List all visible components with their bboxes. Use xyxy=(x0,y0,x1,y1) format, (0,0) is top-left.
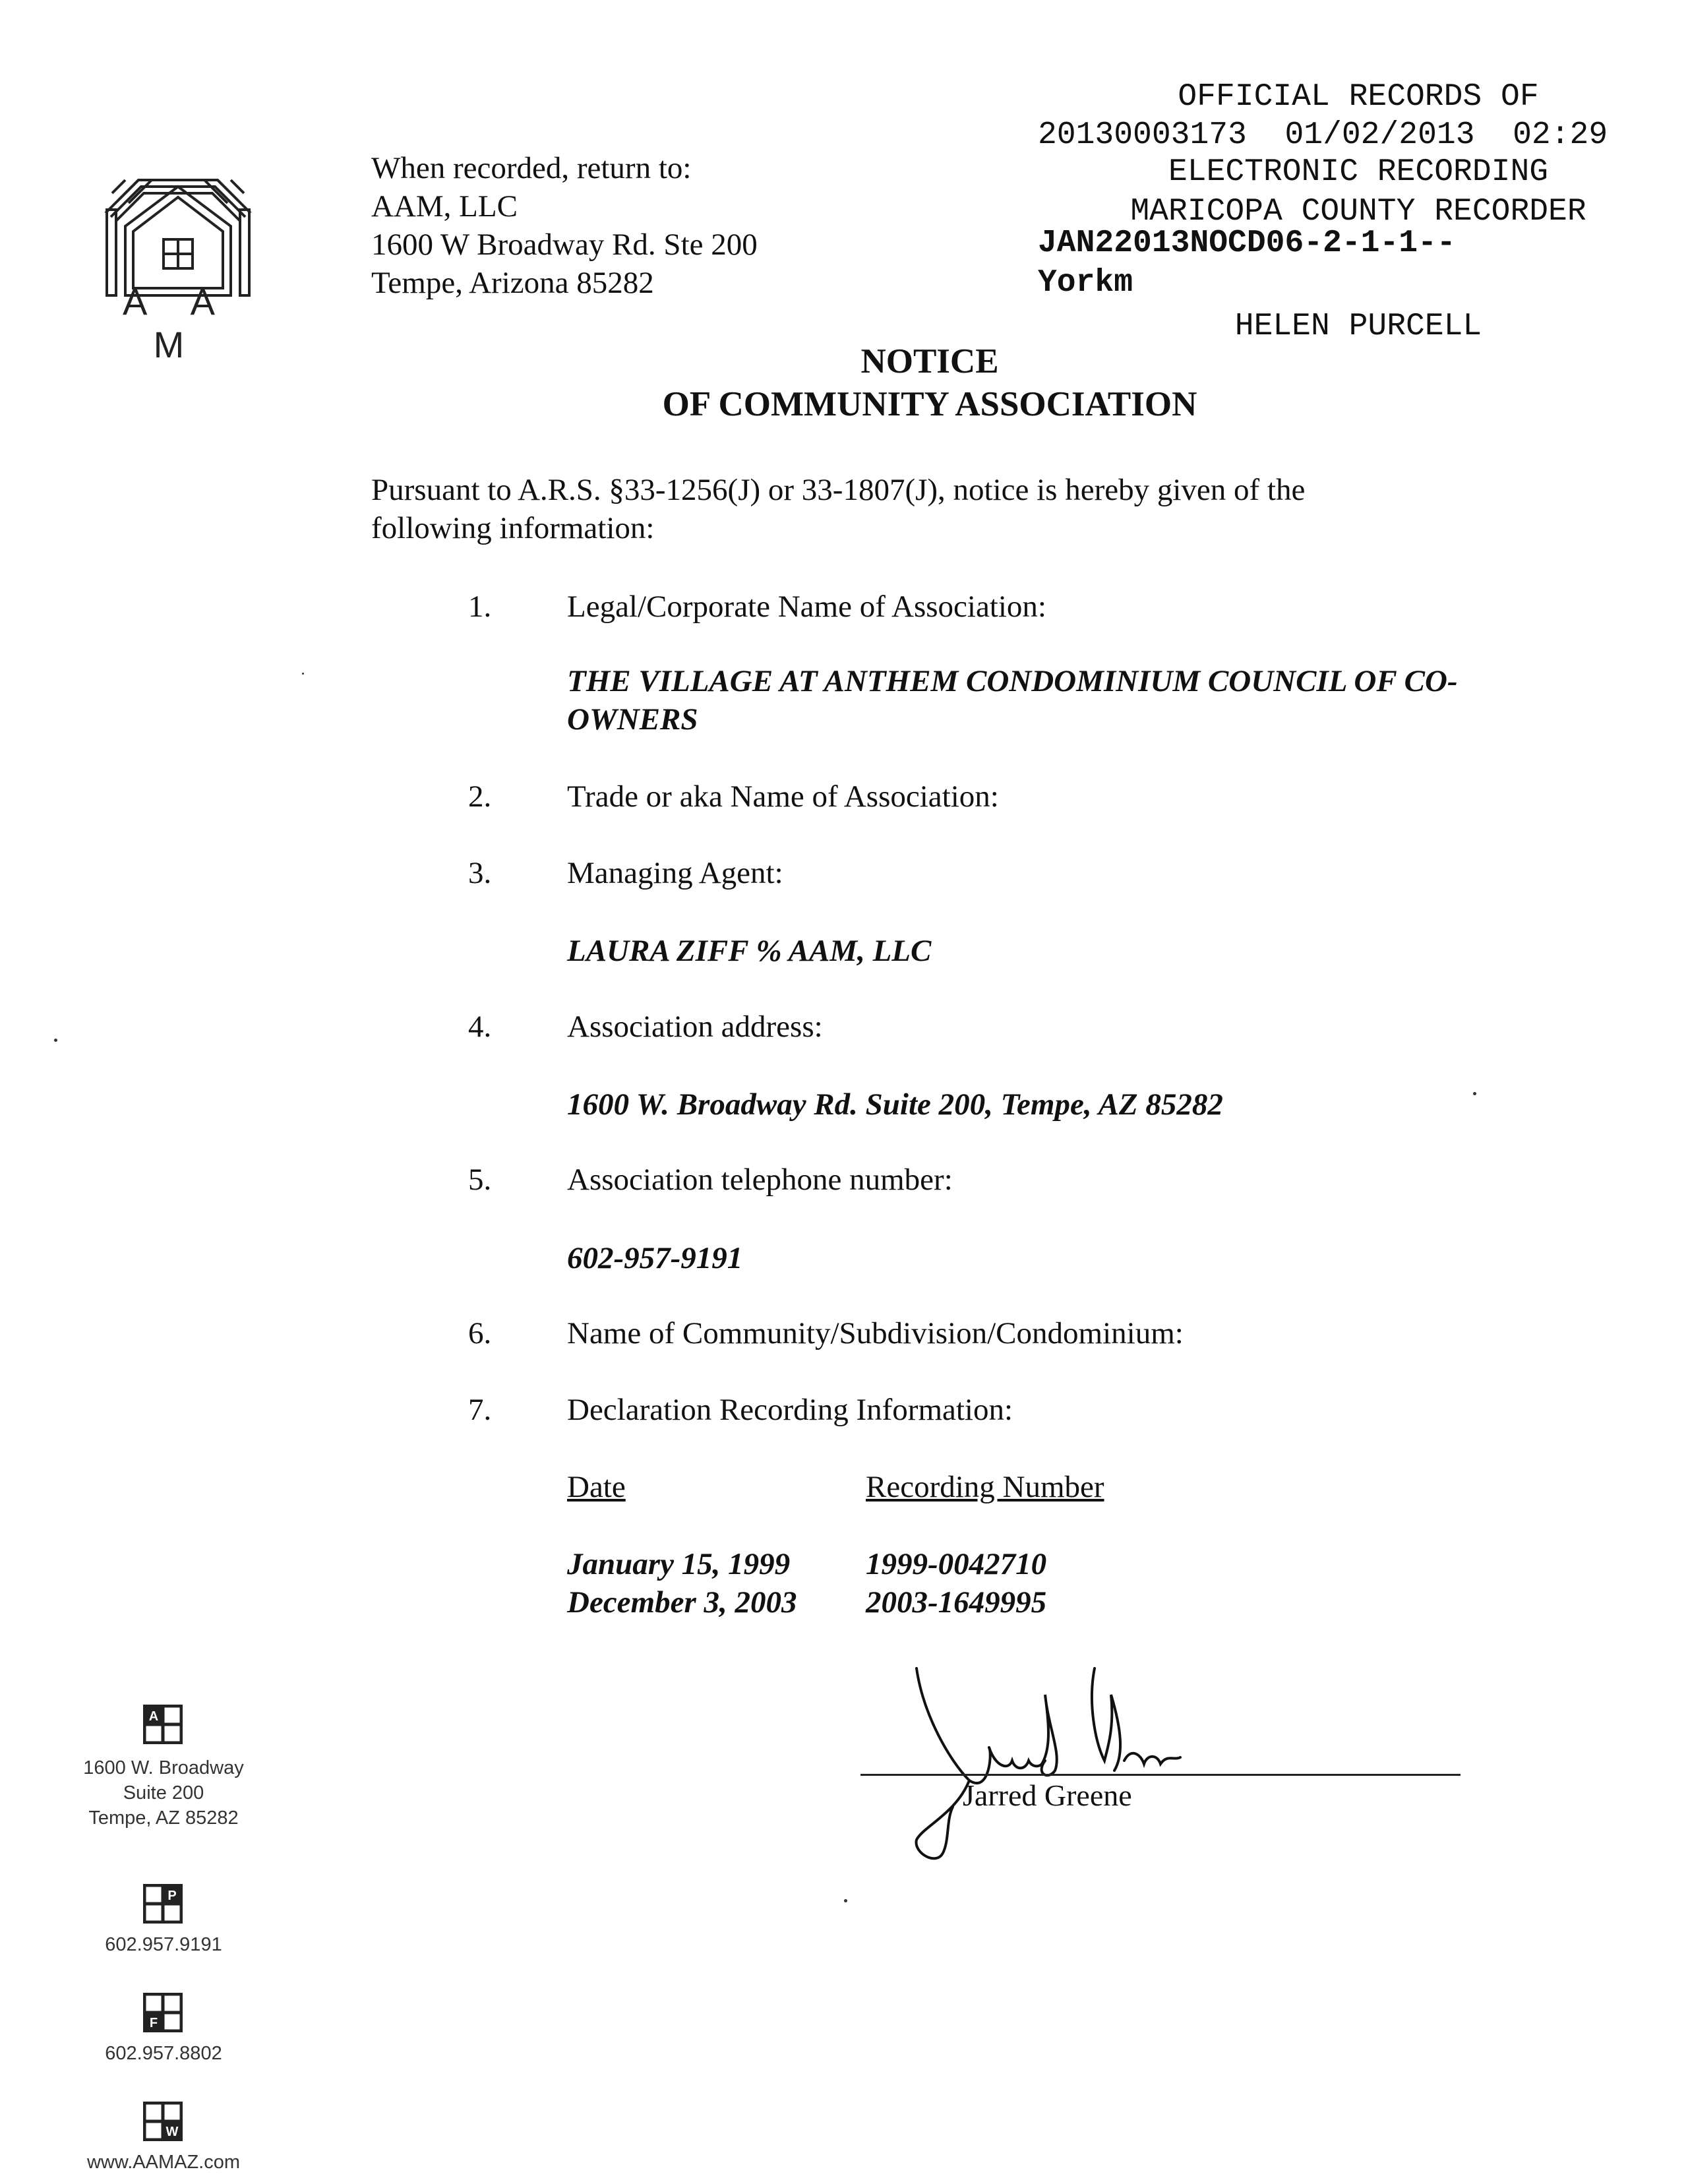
recording-col-number: Recording Number xyxy=(866,1470,1104,1504)
item-1-label: Legal/Corporate Name of Association: xyxy=(567,590,1046,624)
recording-row-2-date: December 3, 2003 xyxy=(567,1585,797,1620)
item-2-label: Trade or aka Name of Association: xyxy=(567,779,999,814)
svg-text:P: P xyxy=(167,1889,177,1903)
stamp-user: Yorkm xyxy=(1038,265,1133,301)
scan-speck xyxy=(54,1039,57,1042)
sidebar-fax: 602.957.8802 xyxy=(105,2043,222,2064)
document-title-line-2: OF COMMUNITY ASSOCIATION xyxy=(662,385,1197,423)
item-4-answer: 1600 W. Broadway Rd. Suite 200, Tempe, AZ 85282 xyxy=(567,1087,1223,1122)
item-2-number: 2. xyxy=(468,779,492,814)
recorder-stamp xyxy=(1029,1,1688,384)
item-5-answer: 602-957-9191 xyxy=(567,1241,743,1275)
sidebar-address-line-3: Tempe, AZ 85282 xyxy=(88,1807,239,1829)
item-7-label: Declaration Recording Information: xyxy=(567,1393,1013,1427)
aam-logo-text: A A M xyxy=(122,281,234,365)
return-to-address xyxy=(371,149,758,302)
return-to-city: Tempe, Arizona 85282 xyxy=(371,266,654,300)
svg-text:F: F xyxy=(149,2016,158,2030)
signature-scribble xyxy=(877,1655,1246,1873)
fax-icon xyxy=(143,1993,183,2032)
recording-col-date: Date xyxy=(567,1470,626,1504)
item-3-number: 3. xyxy=(468,856,492,890)
item-3-answer: LAURA ZIFF % AAM, LLC xyxy=(567,934,932,968)
stamp-record-number: 20130003173 01/02/2013 02:29 xyxy=(1038,117,1608,153)
item-4-label: Association address: xyxy=(567,1010,823,1044)
stamp-code: JAN22013NOCD06-2-1-1-- xyxy=(1038,226,1456,261)
sidebar-phone: 602.957.9191 xyxy=(105,1934,222,1955)
phone-icon xyxy=(143,1884,183,1924)
item-7-number: 7. xyxy=(468,1393,492,1427)
recording-row-2-number: 2003-1649995 xyxy=(866,1585,1047,1620)
item-5-number: 5. xyxy=(468,1163,492,1197)
svg-text:A: A xyxy=(148,1709,159,1724)
sidebar-address xyxy=(45,1755,282,1831)
recording-row-1-date: January 15, 1999 xyxy=(567,1547,791,1581)
svg-text:W: W xyxy=(166,2125,179,2139)
scan-speck xyxy=(302,673,304,675)
item-3-label: Managing Agent: xyxy=(567,856,783,890)
return-to-street: 1600 W Broadway Rd. Ste 200 xyxy=(371,228,758,262)
item-4-number: 4. xyxy=(468,1010,492,1044)
item-6-number: 6. xyxy=(468,1316,492,1350)
item-5-label: Association telephone number: xyxy=(567,1163,953,1197)
stamp-line-1: OFFICIAL RECORDS OF xyxy=(1178,79,1539,115)
scan-speck xyxy=(1473,1092,1476,1095)
item-6-label: Name of Community/Subdivision/Condominium: xyxy=(567,1316,1184,1350)
document-title-line-1: NOTICE xyxy=(860,342,999,380)
sidebar-website: www.AAMAZ.com xyxy=(86,2152,241,2173)
stamp-line-2: MARICOPA COUNTY RECORDER xyxy=(1130,194,1586,229)
signatory-name: Jarred Greene xyxy=(963,1778,1132,1812)
web-icon xyxy=(143,2102,183,2141)
return-to-heading: When recorded, return to: xyxy=(371,151,692,185)
item-1-number: 1. xyxy=(468,590,492,624)
item-1-answer: THE VILLAGE AT ANTHEM CONDOMINIUM COUNCIL OF CO-OWNERS xyxy=(567,664,1458,737)
stamp-electronic-recording: ELECTRONIC RECORDING xyxy=(1168,154,1549,190)
sidebar-address-line-2: Suite 200 xyxy=(123,1782,204,1804)
return-to-company: AAM, LLC xyxy=(371,189,518,224)
address-icon xyxy=(143,1705,183,1744)
signature-line xyxy=(860,1774,1461,1776)
intro-paragraph: Pursuant to A.R.S. §33-1256(J) or 33-1807(J), notice is hereby given of the following information: xyxy=(371,473,1306,545)
scan-speck xyxy=(844,1899,847,1902)
recording-row-1-number: 1999-0042710 xyxy=(866,1547,1047,1581)
sidebar-address-line-1: 1600 W. Broadway xyxy=(83,1757,244,1778)
stamp-line-3: HELEN PURCELL xyxy=(1234,309,1482,344)
